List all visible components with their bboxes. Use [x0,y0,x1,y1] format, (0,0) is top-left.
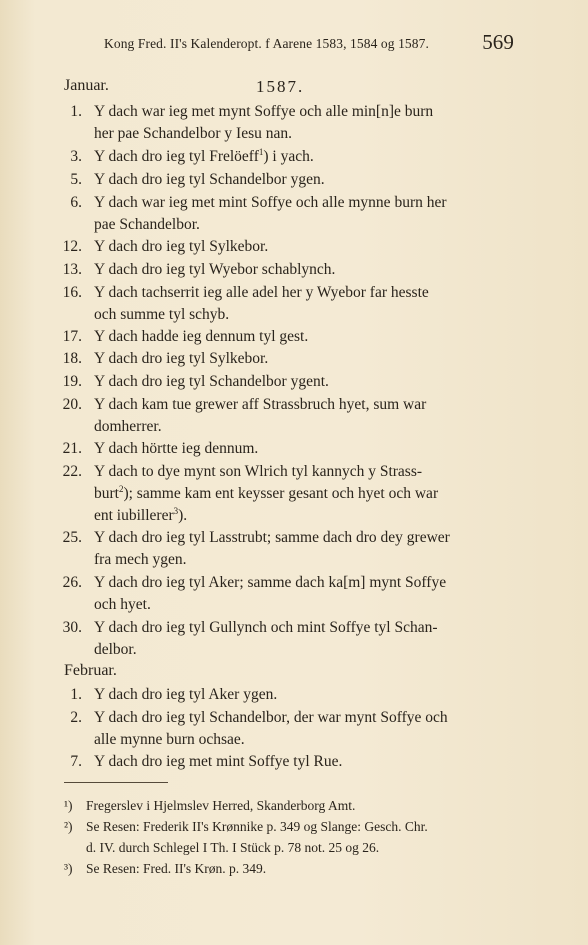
entry-line: Y dach tachserrit ieg alle adel her y Wyebor far hesste [94,284,429,301]
entry-line: Y dach kam tue grewer aff Strassbruch hyet, sum war [94,396,427,413]
running-title: Kong Fred. II's Kalenderopt. f Aarene 1583, 1584 og 1587. [104,36,429,51]
footnote-mark: ²) [64,819,73,834]
entry-day: 30. [62,619,82,636]
footnote-line: Se Resen: Fred. II's Krøn. p. 349. [86,861,267,876]
entry-line: fra mech ygen. [94,551,187,568]
entry-day: 25. [62,529,82,546]
entry-line: ent iubillerer [94,507,174,524]
entry-day: 3. [70,148,82,165]
entry-line: och hyet. [94,596,151,613]
running-header [104,30,514,54]
entry-line: Y dach dro ieg tyl Wyebor schablynch. [94,261,336,278]
entry-day: 18. [62,350,82,367]
year-heading: 1587. [256,77,305,96]
entry-line: Y dach to dye mynt son Wlrich tyl kannych y Strass- [94,463,423,480]
entry-day: 1. [70,686,82,703]
entry-line: Y dach dro ieg tyl Aker; samme dach ka[m] mynt Soffye [94,574,447,591]
footnote-mark: ¹) [64,798,73,813]
footnote-line: Fregerslev i Hjelmslev Herred, Skanderborg Amt. [86,798,356,813]
entry-day: 26. [62,574,82,591]
entry-line: ); samme kam ent keysser gesant och hyet och war [123,485,439,502]
entry-day: 13. [62,261,82,278]
entry-day: 1. [70,103,82,120]
entry-line: Y dach dro ieg tyl Lasstrubt; samme dach dro dey grewer [94,529,450,546]
entry-line: ). [178,507,188,524]
entry-day: 5. [70,171,82,188]
entry-line: och summe tyl schyb. [94,306,230,323]
entry-line: Y dach dro ieg tyl Gullynch och mint Soffye tyl Schan- [94,619,438,636]
entry-day: 21. [62,440,82,457]
entry-line: ) i yach. [263,148,314,165]
entry-line: Y dach dro ieg tyl Sylkebor. [94,238,269,255]
entry-line: Y dach dro ieg tyl Frelöeff [94,148,259,165]
footnote-ref[interactable]: 2 [118,484,124,494]
entry-day: 20. [62,396,82,413]
entry-line: Y dach war ieg met mint Soffye och alle mynne burn her [94,194,447,211]
page-number: 569 [482,30,514,54]
footnote-ref[interactable]: 1 [258,147,264,157]
entry-day: 2. [70,709,82,726]
entry-line: delbor. [94,641,137,658]
entry-day: 12. [62,238,82,255]
entry-line: Y dach hadde ieg dennum tyl gest. [94,328,309,345]
footnote-divider [64,782,168,783]
entry-line: Y dach war ieg met mynt Soffye och alle min[n]e burn [94,103,434,120]
entry-line: Y dach hörtte ieg dennum. [94,440,259,457]
entry-day: 7. [70,753,82,770]
entry-line: alle mynne burn ochsae. [94,731,245,748]
entry-word: burt [94,485,119,502]
entry-day: 22. [62,463,82,480]
month-heading-januar: Januar. [64,77,109,94]
footnote-mark: ³) [64,861,73,876]
entry-line: Y dach dro ieg met mint Soffye tyl Rue. [94,753,343,770]
footnote-line: d. IV. durch Schlegel I Th. I Stück p. 78 not. 25 og 26. [86,840,380,855]
entry-line: pae Schandelbor. [94,216,200,233]
entry-day: 16. [62,284,82,301]
entry-line: her pae Schandelbor y Iesu nan. [94,125,292,142]
entry-line: Y dach dro ieg tyl Schandelbor ygent. [94,373,329,390]
entry-line: Y dach dro ieg tyl Schandelbor, der war mynt Soffye och [94,709,448,726]
footnote-line: Se Resen: Frederik II's Krønnike p. 349 og Slange: Gesch. Chr. [86,819,428,834]
entry-day: 6. [70,194,82,211]
footnote-ref[interactable]: 3 [173,506,179,516]
entry-day: 17. [62,328,82,345]
month-heading-februar: Februar. [64,662,117,679]
entry-day: 19. [62,373,82,390]
entry-line: Y dach dro ieg tyl Schandelbor ygen. [94,171,325,188]
entry-line: Y dach dro ieg tyl Sylkebor. [94,350,269,367]
entry-line: domherrer. [94,418,162,435]
entry-line: Y dach dro ieg tyl Aker ygen. [94,686,278,703]
